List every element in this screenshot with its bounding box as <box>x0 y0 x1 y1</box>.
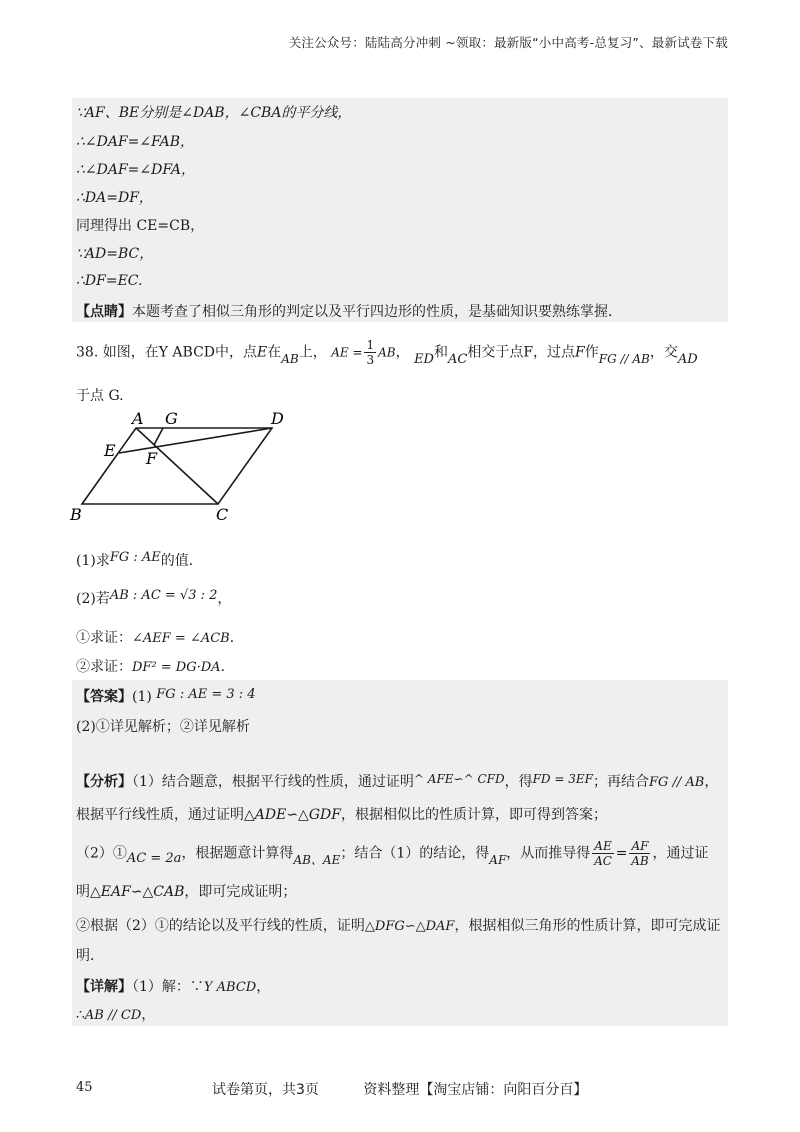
frac-numerator: 1 <box>366 338 375 352</box>
detail-line-2 <box>76 1004 155 1024</box>
q-text: 中，点 <box>215 344 258 361</box>
a-text: ，根据相似三角形的性质计算，即可完成证 <box>454 918 721 934</box>
q-math: ∠AEF = ∠ACB <box>132 631 230 646</box>
q-text: 如图，在 <box>102 344 159 361</box>
label-a: A <box>132 409 144 428</box>
frac-denominator: AB <box>631 854 649 868</box>
q-math: AC <box>447 351 468 367</box>
q-text: ①求证： <box>76 630 132 646</box>
a-math: △ADE∽△GDF <box>244 807 341 823</box>
detail-tag: 【详解】 <box>76 979 132 995</box>
analysis-line-2 <box>76 804 607 824</box>
d-text: ∴ <box>76 1007 85 1023</box>
d-text: ， <box>256 979 271 995</box>
q-text: ②求证： <box>76 659 132 675</box>
frac-numerator: AF <box>631 839 649 853</box>
question-sub-1 <box>76 627 244 647</box>
question-sub-2 <box>76 656 235 676</box>
a-text: ；结合（1）的结论，得 <box>340 845 490 862</box>
a-text: ，即可完成证明； <box>184 884 297 900</box>
label-f: F <box>146 449 158 468</box>
question-part-2 <box>76 588 231 608</box>
answer-line-2: (2)①详见解析；②详见解析 <box>76 719 250 735</box>
proof-line: ∵AF、BE分别是∠DAB，∠CBA的平分线， <box>76 105 352 121</box>
a-math: AF <box>489 852 507 867</box>
proof-line: ∴∠DAF=∠DFA， <box>76 162 195 178</box>
d-math: Y ABCD <box>203 980 257 995</box>
a-text: ②根据（2）①的结论以及平行线的性质，证明 <box>76 918 365 934</box>
a-fraction <box>592 839 613 868</box>
q-text: ， <box>217 591 232 607</box>
question-line-1: 38. 如图，在Y ABCD中，点E在AB上， AE = $\frac{1}{3}$ AB， ED和AC相交于点F，过点F作FG // AB，交AD <box>76 338 698 367</box>
label-c: C <box>216 505 229 524</box>
q-math: AB : AC = √3 : 2 <box>109 588 218 603</box>
page-footer: 试卷第页，共3页 资料整理【淘宝店铺：向阳百分百】 <box>212 1082 588 1098</box>
q-math: AB <box>378 345 396 360</box>
q-text: 作 <box>584 344 599 361</box>
a-text: （2）① <box>76 845 127 862</box>
d-text: （1）解：∵ <box>132 979 204 995</box>
q-text: ，交 <box>649 344 678 361</box>
label-b: B <box>70 505 82 524</box>
a-text: ，根据相似比的性质计算，即可得到答案； <box>340 807 607 823</box>
analysis-line-1 <box>76 771 718 791</box>
answer-tag: 【答案】 <box>76 689 132 705</box>
segment-fg <box>154 428 163 445</box>
q-math: ED <box>414 351 434 367</box>
a-math: △EAF∽△CAB <box>90 884 185 900</box>
a-text: ，根据题意计算得 <box>181 845 294 862</box>
q-text: (1)求 <box>76 553 110 569</box>
a-fraction <box>629 839 650 868</box>
analysis-line-6: 明． <box>76 948 104 964</box>
a-text: ， <box>704 774 719 790</box>
a-math: AC = 2a <box>126 850 182 866</box>
q-math: AE = <box>331 345 363 360</box>
q-text: 的值． <box>160 553 203 569</box>
a-math: FG // AB <box>648 775 705 790</box>
q-fraction <box>364 338 376 367</box>
a-text: ，得 <box>504 774 533 790</box>
a-text: 明 <box>76 884 90 900</box>
a-text: ；再结合 <box>592 774 649 790</box>
a-math: FD = 3EF <box>532 772 593 786</box>
proof-line: ∴DF=EC. <box>76 273 143 289</box>
analysis-line-3 <box>76 839 708 868</box>
d-math: AB // CD <box>84 1008 142 1023</box>
comment-line <box>76 301 622 321</box>
q-text: 上， <box>298 344 327 361</box>
q-math: FG : AE <box>109 550 161 565</box>
proof-line: 同理得出 CE=CB， <box>76 218 205 234</box>
analysis-line-4 <box>76 881 296 901</box>
q-text: 在 <box>267 344 282 361</box>
a-text: ，通过证 <box>652 845 709 862</box>
label-g: G <box>165 409 178 428</box>
analysis-line-5 <box>76 915 720 935</box>
question-part-1 <box>76 550 203 570</box>
question-number: 38. <box>76 344 99 361</box>
question-line-2: 于点 G. <box>76 388 124 404</box>
comment-tag: 【点睛】 <box>76 304 132 320</box>
frac-denominator: 3 <box>366 353 375 367</box>
proof-line: ∴∠DAF=∠FAB， <box>76 134 195 150</box>
a-math: △DFG∽△DAF <box>364 919 455 934</box>
q-math: AD <box>677 351 698 367</box>
q-math: FG // AB <box>598 351 650 366</box>
q-math: Y ABCD <box>158 344 216 361</box>
label-d: D <box>271 409 284 428</box>
q-text: (2)若 <box>76 591 110 607</box>
answer-math: FG : AE = 3 : 4 <box>156 687 256 702</box>
a-math: AB、AE <box>293 852 341 867</box>
q-text: 相交于点F，过点 <box>467 344 576 361</box>
proof-line: ∴DA=DF， <box>76 190 153 206</box>
q-math: E <box>257 344 268 361</box>
q-text: ． <box>220 659 235 675</box>
answer-line-1 <box>76 686 256 706</box>
q-math: DF² = DG·DA <box>132 660 221 675</box>
comment-text: 本题考查了相似三角形的判定以及平行四边形的性质，是基础知识要熟练掌握． <box>132 304 622 320</box>
answer-text: (1) <box>132 689 157 705</box>
page-number: 45 <box>76 1080 93 1095</box>
label-e: E <box>104 441 116 460</box>
a-math: ^ AFE∽^ CFD <box>413 772 505 786</box>
analysis-tag: 【分析】 <box>76 774 132 790</box>
d-text: ， <box>141 1007 156 1023</box>
q-text: ． <box>229 630 244 646</box>
frac-denominator: AC <box>594 854 612 868</box>
frac-numerator: AE <box>594 839 612 853</box>
q-text: 和 <box>433 344 448 361</box>
page-header: 关注公众号：陆陆高分冲刺 ~领取：最新版“小中高考-总复习”、最新试卷下载 <box>288 35 728 50</box>
q-math: F <box>575 344 585 361</box>
a-text: = <box>615 845 628 862</box>
detail-line-1 <box>76 976 270 996</box>
a-text: ，从而推导得 <box>506 845 591 862</box>
segment-ed <box>119 428 272 453</box>
parallelogram-figure <box>64 406 304 524</box>
q-math: AB <box>281 351 299 366</box>
proof-line: ∵AD=BC， <box>76 246 154 262</box>
a-text: （1）结合题意，根据平行线的性质，通过证明 <box>132 774 414 790</box>
a-text: 根据平行线性质，通过证明 <box>76 807 244 823</box>
